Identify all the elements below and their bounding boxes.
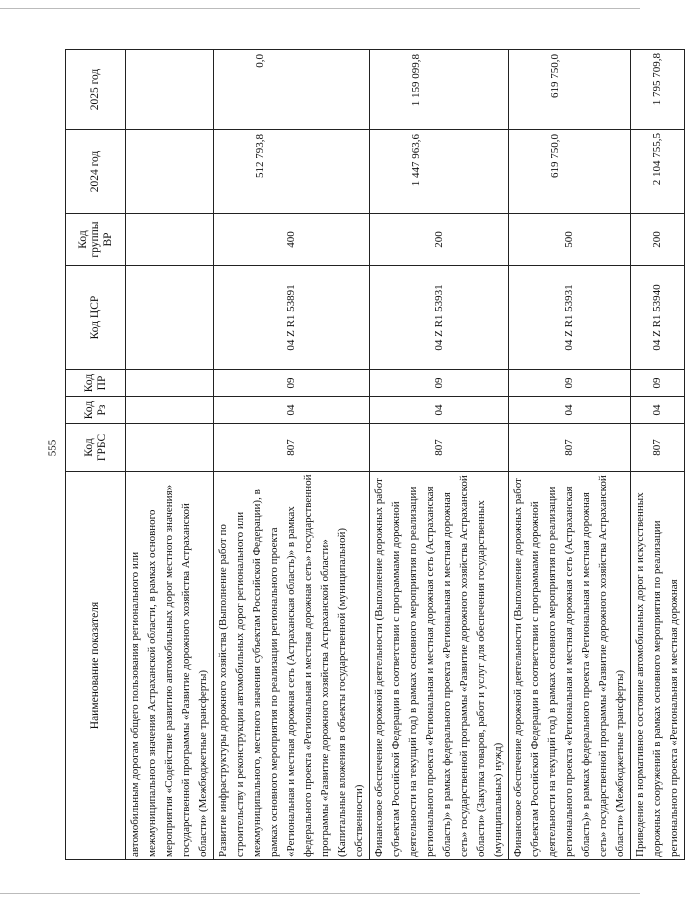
row-vr: 400 xyxy=(214,214,370,266)
row-2025: 1 159 099,8 xyxy=(370,50,509,130)
row-2025: 0,0 xyxy=(214,50,370,130)
scan-edge-top xyxy=(0,8,640,9)
row-2024: 1 447 963,6 xyxy=(370,130,509,214)
row-rz: 04 xyxy=(509,397,631,424)
row-grbs: 807 xyxy=(509,424,631,472)
row-grbs: 807 xyxy=(214,424,370,472)
row-rz xyxy=(126,397,214,424)
scan-edge-bottom xyxy=(0,893,640,894)
row-pr: 09 xyxy=(509,370,631,397)
page-number: 555 xyxy=(46,439,59,457)
row-vr xyxy=(126,214,214,266)
row-grbs: 807 xyxy=(631,424,685,472)
row-vr: 200 xyxy=(370,214,509,266)
header-rz: Код Рз xyxy=(66,397,126,424)
row-csr: 04 Z R1 53931 xyxy=(370,266,509,370)
row-pr: 09 xyxy=(631,370,685,397)
row-csr xyxy=(126,266,214,370)
row-name: Финансовое обеспечение дорожной деятельности (Выполнение дорожных работ субъектам Российской Федерации в соответствии с программами дорожной деятельности на текущий год) в рамках основного мероприятия по реализации регионального проекта «Региональная и местная дорожная сеть (Астраханская область)» в рамках федерального проекта «Региональная и местная дорожная сеть» государственной программы «Развитие дорожного хозяйства Астраханской области» (Закупка товаров, работ и услуг для обеспечения государственных (муниципальных) нужд) xyxy=(370,472,509,860)
row-grbs xyxy=(126,424,214,472)
row-2025: 619 750,0 xyxy=(509,50,631,130)
header-pr: Код ПР xyxy=(66,370,126,397)
table-row xyxy=(509,50,631,860)
row-name: Приведение в нормативное состояние автомобильных дорог и искусственных дорожных сооружений в рамках основного мероприятия по реализации регионального проекта «Региональная и местная дорожная xyxy=(631,472,685,860)
row-rz: 04 xyxy=(370,397,509,424)
row-csr: 04 Z R1 53891 xyxy=(214,266,370,370)
header-csr: Код ЦСР xyxy=(66,266,126,370)
row-2024: 512 793,8 xyxy=(214,130,370,214)
row-vr: 500 xyxy=(509,214,631,266)
row-2024: 2 104 755,5 xyxy=(631,130,685,214)
row-pr: 09 xyxy=(214,370,370,397)
budget-table xyxy=(65,49,685,860)
row-name: автомобильным дорогам общего пользования регионального или межмуниципального значения Астраханской области, в рамках основного мероприятия «Содействие развитию автомобильных дорог местного значения» государственной программы «Развитие дорожного хозяйства Астраханской области» (Межбюджетные трансферты) xyxy=(126,472,214,860)
row-2025: 1 795 709,8 xyxy=(631,50,685,130)
row-2025 xyxy=(126,50,214,130)
row-name: Финансовое обеспечение дорожной деятельности (Выполнение дорожных работ субъектам Российской Федерации в соответствии с программами дорожной деятельности на текущий год) в рамках основного мероприятия по реализации регионального проекта «Региональная и местная дорожная сеть (Астраханская область)» в рамках федерального проекта «Региональная и местная дорожная сеть» государственной программы «Развитие дорожного хозяйства Астраханской области» (Межбюджетные трансферты) xyxy=(509,472,631,860)
row-2024: 619 750,0 xyxy=(509,130,631,214)
header-2025: 2025 год xyxy=(66,50,126,130)
table-row xyxy=(214,50,370,860)
header-name: Наименование показателя xyxy=(66,472,126,860)
row-pr: 09 xyxy=(370,370,509,397)
row-name: Развитие инфраструктуры дорожного хозяйства (Выполнение работ по строительству и реконструкции автомобильных дорог регионального или межмуниципального, местного значения субъектам Российской Федерации), в рамках основного мероприятия по реализации регионального проекта «Региональная и местная дорожная сеть (Астраханская область)» в рамках федерального проекта «Региональная и местная дорожная сеть» государственной программы «Развитие дорожного хозяйства Астраханской области» (Капитальные вложения в объекты государственной (муниципальной) собственности) xyxy=(214,472,370,860)
table-row xyxy=(126,50,214,860)
row-vr: 200 xyxy=(631,214,685,266)
row-rz: 04 xyxy=(631,397,685,424)
row-grbs: 807 xyxy=(370,424,509,472)
header-row xyxy=(66,50,126,860)
table-row xyxy=(370,50,509,860)
header-2024: 2024 год xyxy=(66,130,126,214)
row-2024 xyxy=(126,130,214,214)
table-row xyxy=(631,50,685,860)
row-rz: 04 xyxy=(214,397,370,424)
header-vr: Код группы ВР xyxy=(66,214,126,266)
row-csr: 04 Z R1 53940 xyxy=(631,266,685,370)
rotated-table-wrapper xyxy=(65,50,680,860)
header-grbs: Код ГРБС xyxy=(66,424,126,472)
row-csr: 04 Z R1 53931 xyxy=(509,266,631,370)
row-pr xyxy=(126,370,214,397)
